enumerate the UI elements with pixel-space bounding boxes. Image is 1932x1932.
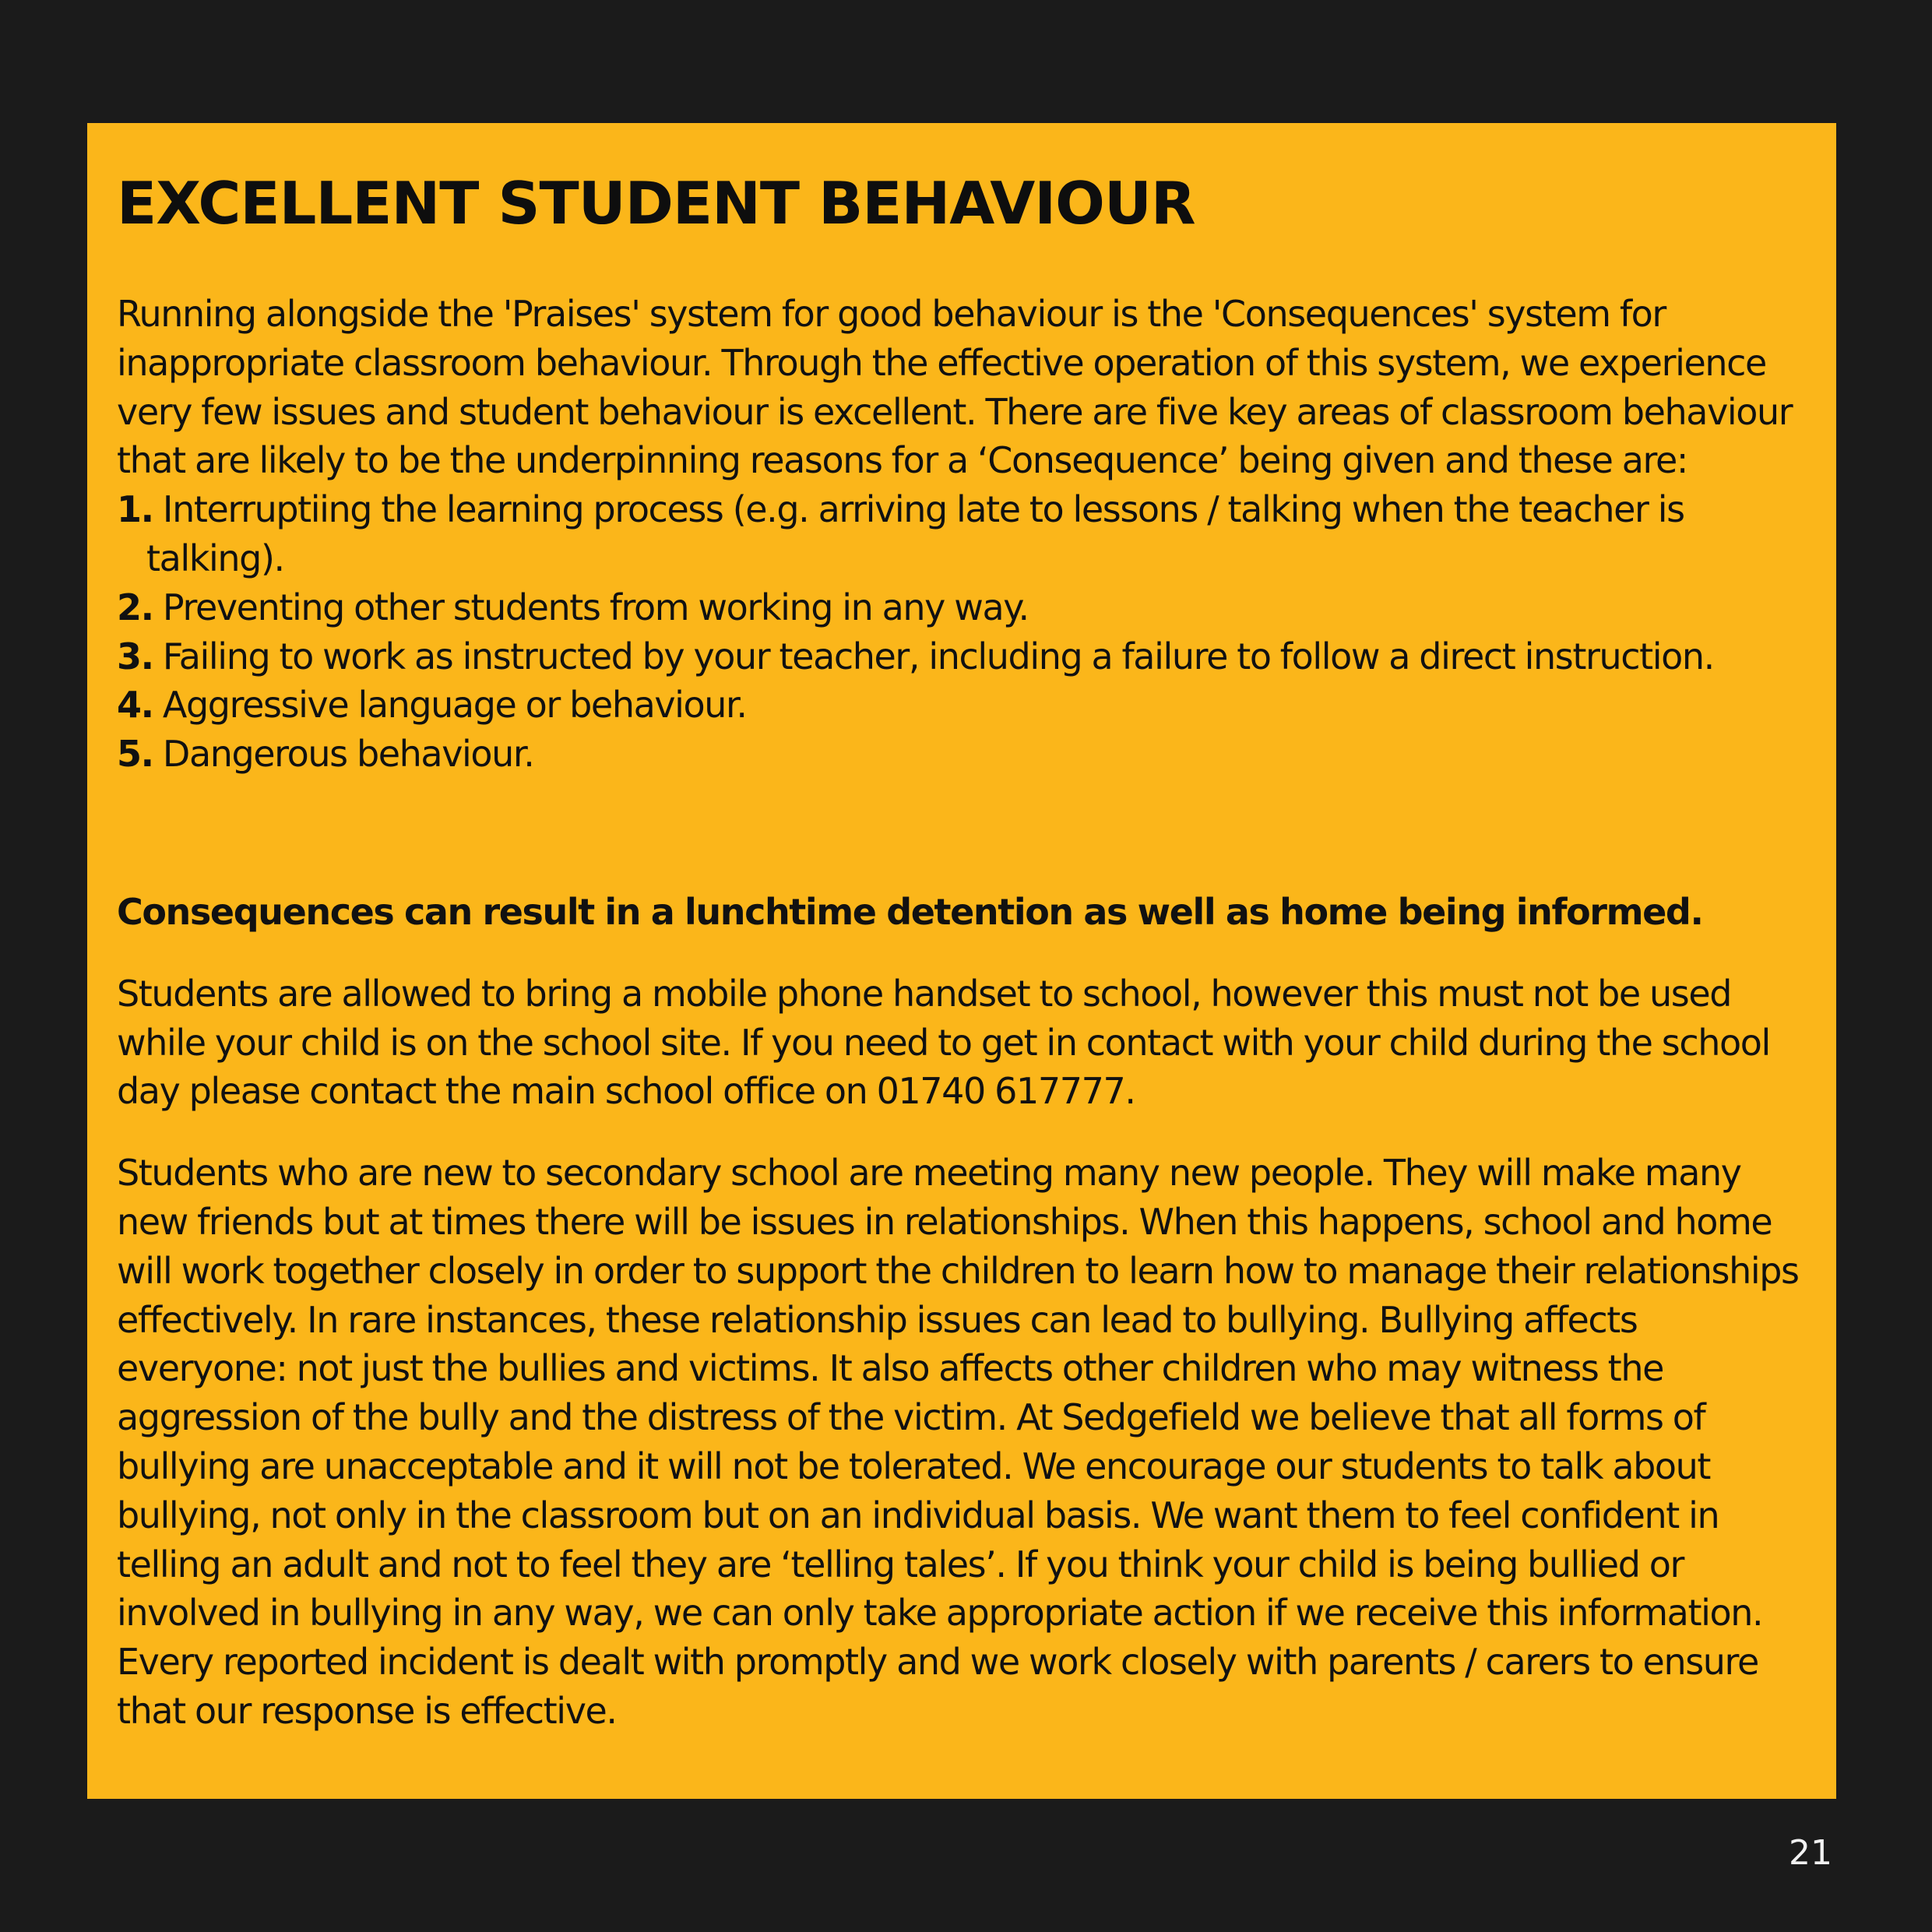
list-item-number: 1. <box>117 488 153 531</box>
bullying-paragraph: Students who are new to secondary school are meeting many new people. They will make many new friends but at times there will be issues in relationships. When this happens, school and home will work together closely in order to support the children to learn how to manage their relationships effectively. In rare instances, these relationship issues can lead to bullying. Bullying affects everyone: not just the bullies and victims. It also affects other children who may witness the aggression of the bully and the distress of the victim. At Sedgefield we believe that all forms of bullying are unacceptable and it will not be tolerated. We encourage our students to talk about bullying, not only in the classroom but on an individual basis. We want them to feel confident in telling an adult and not to feel they are ‘telling tales’. If you think your child is being bullied or involved in bullying in any way, we can only take appropriate action if we receive this information. Every reported incident is dealt with promptly and we work closely with parents / carers to ensure that our response is effective. <box>117 1152 1799 1732</box>
list-item-number: 4. <box>117 684 153 727</box>
page-number: 21 <box>1789 1833 1832 1873</box>
content-panel <box>87 123 1836 1799</box>
list-item <box>117 632 1807 681</box>
list-item <box>117 583 1807 632</box>
intro-paragraph: Running alongside the 'Praises' system for good behaviour is the 'Consequences' system for inappropriate classroom behaviour. Through the effective operation of this system, we experience very few issues and student behaviour is excellent. There are five key areas of classroom behaviour that are likely to be the underpinning reasons for a ‘Consequence’ being given and these are: <box>117 293 1793 482</box>
reasons-list <box>117 485 1807 779</box>
list-item-text: Failing to work as instructed by your teacher, including a failure to follow a direct instruction. <box>162 635 1714 677</box>
list-item-text: Aggressive language or behaviour. <box>162 684 747 727</box>
list-item-number: 5. <box>117 733 153 776</box>
list-item-number: 3. <box>117 635 153 677</box>
list-item-number: 2. <box>117 586 153 628</box>
consequence-note: Consequences can result in a lunchtime detention as well as home being informed. <box>117 890 1703 933</box>
list-item-text: Interruptiing the learning process (e.g. arriving late to lessons / talking when the teacher is talking). <box>146 488 1684 579</box>
list-item-text: Dangerous behaviour. <box>162 733 534 776</box>
list-item <box>117 730 1807 779</box>
list-item <box>117 681 1807 730</box>
page-title: EXCELLENT STUDENT BEHAVIOUR <box>117 169 1195 238</box>
phone-paragraph: Students are allowed to bring a mobile phone handset to school, however this must not be used while your child is on the school site. If you need to get in contact with your child during the school day please contact the main school office on 01740 617777. <box>117 972 1770 1113</box>
list-item-text: Preventing other students from working in any way. <box>162 586 1029 628</box>
list-item <box>117 485 1807 583</box>
